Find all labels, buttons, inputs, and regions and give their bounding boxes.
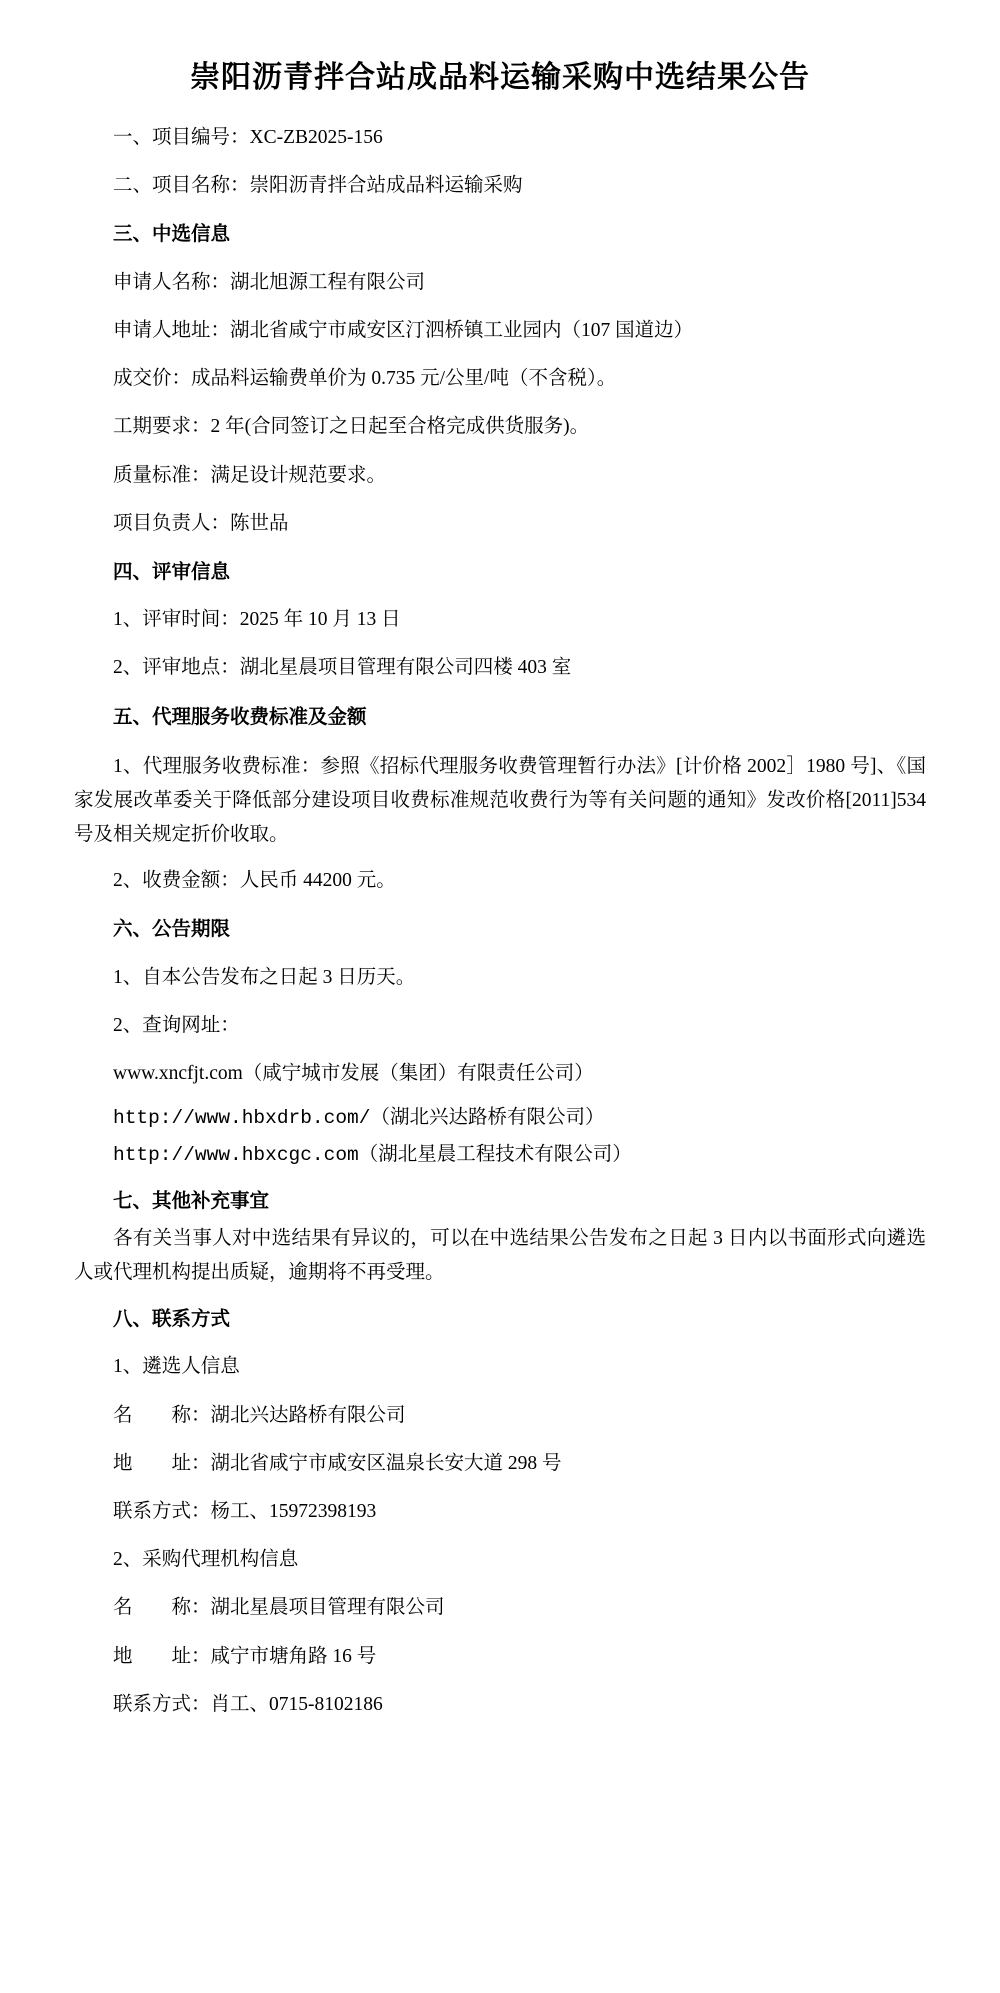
review-place: 2、评审地点：湖北星晨项目管理有限公司四楼 403 室 [113, 657, 572, 679]
query-websites-label: 2、查询网址： [113, 1014, 240, 1036]
selector-contact: 联系方式：杨工、15972398193 [113, 1501, 377, 1522]
duration-requirement: 工期要求：2 年(合同签订之日起至合格完成供货服务)。 [113, 416, 590, 438]
announcement-period: 1、自本公告发布之日起 3 日历天。 [113, 966, 416, 988]
query-url-2[interactable]: http://www.hbxdrb.com/（湖北兴达路桥有限公司） [113, 1107, 605, 1130]
agency-address: 地 址：咸宁市塘角路 16 号 [113, 1645, 377, 1667]
agency-contact: 联系方式：肖工、0715-8102186 [113, 1693, 383, 1715]
section-heading-agency-fee: 五、代理服务收费标准及金额 [113, 705, 367, 728]
selector-address: 地 址：湖北省咸宁市咸安区温泉长安大道 298 号 [113, 1452, 562, 1474]
query-url-3[interactable]: http://www.hbxcgc.com（湖北星晨工程技术有限公司） [113, 1143, 632, 1166]
project-number: 一、项目编号：XC-ZB2025-156 [113, 127, 383, 148]
page-title: 崇阳沥青拌合站成品料运输采购中选结果公告 [190, 61, 810, 94]
section-heading-contact: 八、联系方式 [113, 1308, 231, 1331]
query-url-1[interactable]: www.xncfjt.com（咸宁城市发展（集团）有限责任公司） [113, 1063, 594, 1085]
review-time: 1、评审时间：2025 年 10 月 13 日 [113, 609, 401, 631]
section-heading-winning-info: 三、中选信息 [113, 223, 231, 246]
project-manager: 项目负责人：陈世品 [113, 512, 289, 534]
applicant-address: 申请人地址：湖北省咸宁市咸安区汀泗桥镇工业园内（107 国道边） [113, 319, 694, 341]
section-heading-other-matters: 七、其他补充事宜 [113, 1189, 270, 1212]
transaction-price: 成交价：成品料运输费单价为 0.735 元/公里/吨（不含税）。 [113, 368, 617, 390]
quality-standard: 质量标准：满足设计规范要求。 [113, 464, 387, 486]
agency-info-label: 2、采购代理机构信息 [113, 1549, 299, 1571]
selector-name: 名 称：湖北兴达路桥有限公司 [113, 1404, 406, 1426]
section-heading-review-info: 四、评审信息 [113, 560, 231, 583]
section-heading-announcement-period: 六、公告期限 [113, 918, 231, 941]
agency-name: 名 称：湖北星晨项目管理有限公司 [113, 1597, 445, 1619]
agency-fee-standard: 1、代理服务收费标准：参照《招标代理服务收费管理暂行办法》[计价格 2002］1980 号]、《国家发展改革委关于降低部分建设项目收费标准规范收费行为等有关问题的通知》发改价格[2011]534 号及相关规定折价收取。 [74, 755, 926, 846]
other-matters-body: 各有关当事人对中选结果有异议的，可以在中选结果公告发布之日起 3 日内以书面形式向遴选人或代理机构提出质疑，逾期将不再受理。 [74, 1227, 926, 1283]
selector-info-label: 1、遴选人信息 [113, 1356, 240, 1378]
agency-fee-amount: 2、收费金额：人民币 44200 元。 [113, 870, 396, 892]
applicant-name: 申请人名称：湖北旭源工程有限公司 [113, 271, 426, 293]
project-name: 二、项目名称：崇阳沥青拌合站成品料运输采购 [113, 175, 523, 197]
